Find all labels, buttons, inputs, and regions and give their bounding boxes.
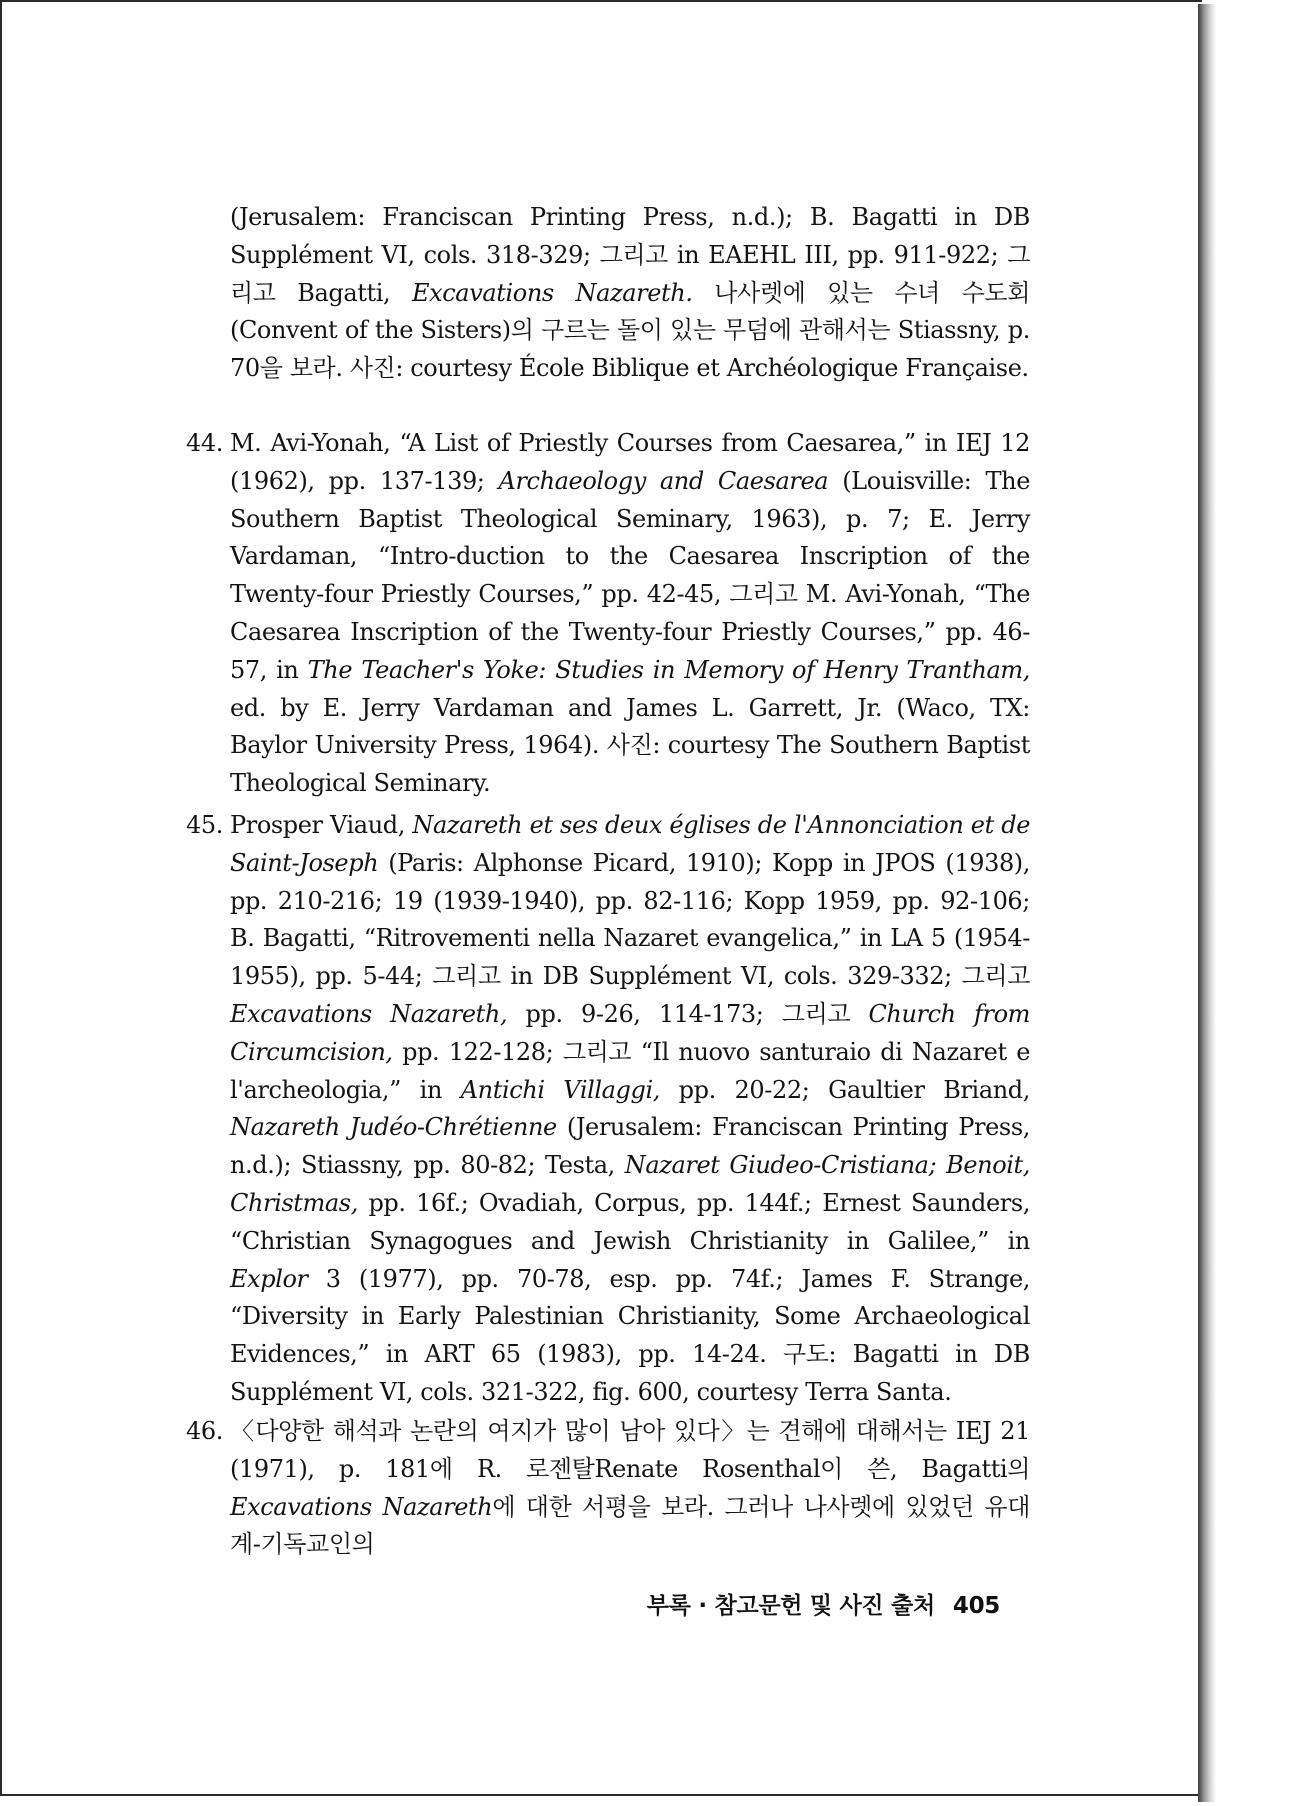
note-45-paragraph xyxy=(230,807,1030,1412)
note-number-46: 46. xyxy=(186,1417,223,1445)
note45-text-e: pp. 9-26, 114-173; 그리고 xyxy=(507,999,869,1028)
note44-text-c: (Louisville: The Southern Baptist Theological Seminary, 1963), p. 7; E. Jerry Vardaman, “Intro-duction to the Caesarea Inscription of the Twenty-four Priestly Courses,” pp. 42-45, 그리고 M. Avi-Yonah, “The Caesarea Inscription of the Twenty-four Priestly Courses,” pp. 46-57, in xyxy=(230,466,1031,684)
note45-text-k: (Jerusalem: Franciscan Printing Press, n.d.); Stiassny, pp. 80-82; Testa, xyxy=(230,1113,1030,1180)
note45-text-c: (Paris: Alphonse Picard, 1910); Kopp in JPOS (1938), pp. 210-216; 19 (1939-1940), pp. 82-116; Kopp 1959, pp. 92-106; B. Bagatti, “Ritrovementi nella Nazaret evangelica,” in LA 5 (1954-1955), pp. 5-44; 그리고 in DB Supplément VI, cols. 329-332; 그리고 xyxy=(230,848,1030,991)
note45-italic-j: Nazareth Judéo-Chrétienne xyxy=(230,1113,557,1142)
page-number: 405 xyxy=(952,1593,1000,1619)
running-footer xyxy=(647,1587,1000,1620)
note45-italic-f: Church from Circumcision, xyxy=(230,999,1030,1066)
note46-text-c: 에 대한 서평을 보라. 그러나 나사렛에 있었던 유대계-기독교인의 xyxy=(230,1492,1030,1559)
note44-italic-b: Archaeology and Caesarea xyxy=(498,466,829,495)
note45-text-o: 3 (1977), pp. 70-78, esp. pp. 74f.; James F. Strange, “Diversity in Early Palestinian Christianity, Some Archaeological Evidences,” in ART 65 (1983), pp. 14-24. 구도: Bagatti in DB Supplément VI, cols. 321-322, fig. 600, courtesy Terra Santa. xyxy=(230,1264,1030,1406)
intro-text-c: 나사렛에 있는 수녀 수도회(Convent of the Sisters)의 구르는 돌이 있는 무덤에 관해서는 Stiassny, p. 70을 보라. 사진: courtesy École Biblique et Archéologique Française. xyxy=(230,278,1030,383)
note45-italic-h: Antichi Villaggi, xyxy=(460,1075,660,1104)
note46-text-a: 〈다양한 해석과 논란의 여지가 많이 남아 있다〉는 견해에 대해서는 IEJ 21 (1971), p. 181에 R. 로젠탈Renate Rosenthal이 쓴, Bagatti의 xyxy=(230,1417,1030,1483)
page-edge-shadow xyxy=(1198,4,1216,1802)
footer-title: 부록 · 참고문헌 및 사진 출처 xyxy=(646,1593,935,1619)
note-46-paragraph xyxy=(230,1413,1030,1564)
note45-italic-l: Nazaret Giudeo-Cristiana; Benoit, Christmas, xyxy=(230,1151,1030,1217)
note44-text-a: M. Avi-Yonah, “A List of Priestly Courses from Caesarea,” in IEJ 12 (1962), pp. 137-139; xyxy=(230,429,1030,495)
note45-text-i: pp. 20-22; Gaultier Briand, xyxy=(659,1075,1030,1104)
intro-text-a: (Jerusalem: Franciscan Printing Press, n.d.); B. Bagatti in DB Supplément VI, cols. 318-329; 그리고 in EAEHL III, pp. 911-922; 그리고 Bagatti, xyxy=(230,203,1030,307)
note-number-45: 45. xyxy=(186,811,223,839)
intro-paragraph xyxy=(230,199,1030,388)
note44-text-e: ed. by E. Jerry Vardaman and James L. Garrett, Jr. (Waco, TX: Baylor University Press, 1964). 사진: courtesy The Southern Baptist Theological Seminary. xyxy=(230,693,1030,798)
intro-italic-title: Excavations Nazareth. xyxy=(411,278,693,307)
note45-text-m: pp. 16f.; Ovadiah, Corpus, pp. 144f.; Ernest Saunders, “Christian Synagogues and Jewish Christianity in Galilee,” in xyxy=(230,1188,1030,1255)
note45-italic-d: Excavations Nazareth, xyxy=(230,999,508,1028)
note45-text-a: Prosper Viaud, xyxy=(230,811,413,839)
note-number-44: 44. xyxy=(186,429,223,457)
note45-text-g: pp. 122-128; 그리고 “Il nuovo santuraio di Nazaret e l'archeologia,” in xyxy=(230,1037,1030,1104)
note45-italic-b: Nazareth et ses deux églises de l'Annonciation et de Saint-Joseph xyxy=(230,811,1030,877)
note44-italic-d: The Teacher's Yoke: Studies in Memory of Henry Trantham, xyxy=(307,655,1031,684)
note46-italic-b: Excavations Nazareth xyxy=(230,1492,493,1521)
note-44-paragraph xyxy=(230,425,1030,803)
note45-italic-n: Explor xyxy=(230,1264,308,1293)
